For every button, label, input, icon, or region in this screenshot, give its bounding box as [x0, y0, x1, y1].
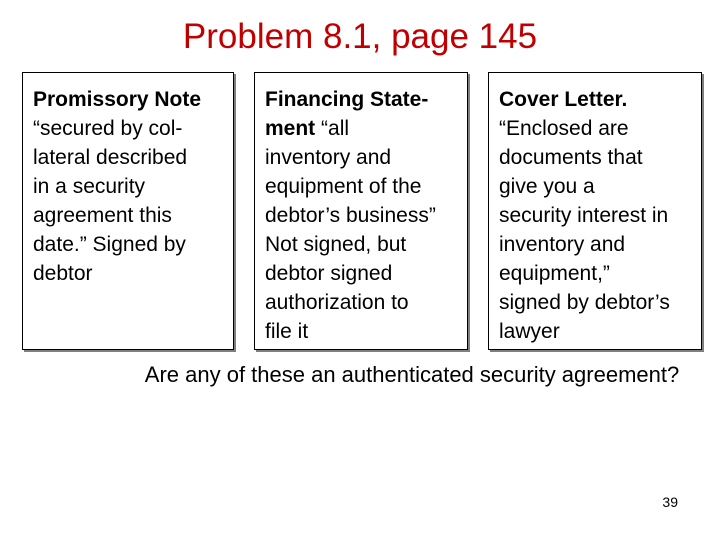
- page-number: 39: [662, 494, 678, 510]
- cover-letter-box: [488, 72, 702, 350]
- promissory-note-body: “secured by col- lateral described in a security agreement this date.” Signed by debtor: [33, 117, 188, 285]
- financing-statement-box: [254, 72, 468, 350]
- promissory-note-box: [22, 72, 234, 350]
- financing-statement-body: “all inventory and equipment of the debtor’s business” Not signed, but debtor signed authorization to file it: [265, 117, 436, 343]
- cover-letter-text: [499, 85, 693, 346]
- question-text: Are any of these an authenticated security agreement?: [144, 362, 680, 387]
- promissory-note-text: [33, 85, 225, 288]
- financing-statement-text: [265, 85, 459, 346]
- cover-letter-body: “Enclosed are documents that give you a security interest in inventory and equipment,” signed by debtor’s lawyer: [499, 117, 670, 343]
- promissory-note-heading: Promissory Note: [33, 88, 202, 111]
- financing-statement-heading: Financing State- ment: [265, 88, 429, 140]
- cover-letter-heading: Cover Letter.: [499, 88, 628, 111]
- slide-title: Problem 8.1, page 145: [182, 17, 538, 56]
